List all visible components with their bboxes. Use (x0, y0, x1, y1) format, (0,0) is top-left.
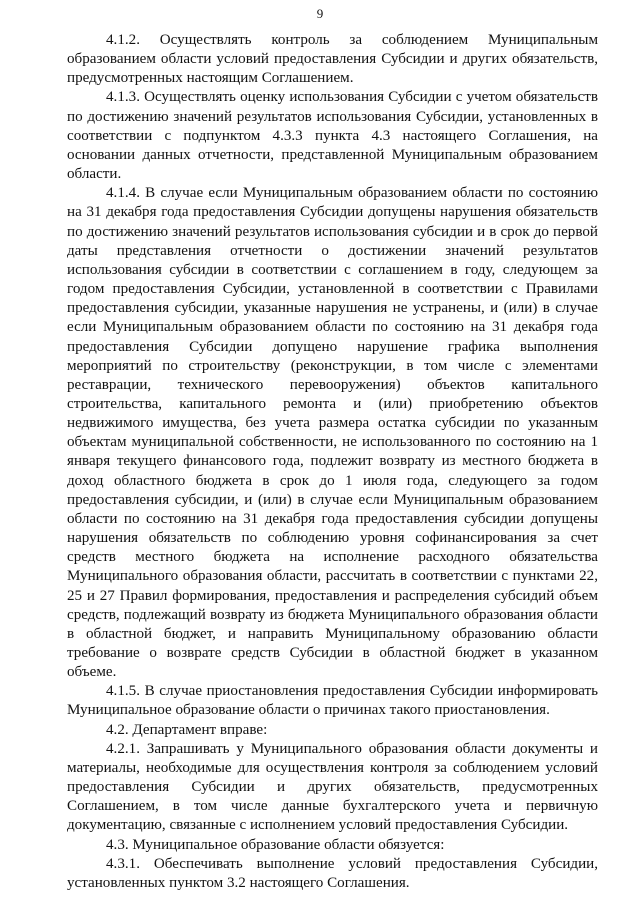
paragraph-4-1-4: 4.1.4. В случае если Муниципальным образованием области по состоянию на 31 декабря года предоставления Субсидии допущены нарушения обязательств по достижению значений результатов использования субсидии и в срок до первой даты представления отчетности о достижении значений результатов использования субсидии в соответствии с соглашением в году, следующем за годом предоставления Субсидии, установленной в соответствии с Правилами предоставления субсидии, указанные нарушения не устранены, и (или) в случае если Муниципальным образованием области по состоянию на 31 декабря года предоставления Субсидии допущено нарушение графика выполнения мероприятий по строительству (реконструкции, в том числе с элементами реставрации, технического перевооружения) объектов капитального строительства, капитального ремонта и (или) приобретению объектов недвижимого имущества, без учета размера остатка субсидии по указанным объектам муниципальной собственности, не использованного по состоянию на 1 января текущего финансового года, подлежит возврату из местного бюджета в доход областного бюджета в срок до 1 июля года, следующего за годом предоставления субсидии, и (или) в случае если Муниципальным образованием области по состоянию на 31 декабря года предоставления субсидии допущены нарушения обязательств по соблюдению уровня софинансирования за счет средств местного бюджета на исполнение расходного обязательства Муниципального образования области, рассчитать в соответствии с пунктами 22, 25 и 27 Правил формирования, предоставления и распределения субсидий объем средств, подлежащий возврату из бюджета Муниципального образования области в областной бюджет, и направить Муниципальному образованию области требование о возврате средств Субсидии в областной бюджет в указанном объеме. (67, 185, 598, 681)
paragraph-4-3: 4.3. Муниципальное образование области обязуется: (106, 836, 445, 853)
paragraph-4-1-5: 4.1.5. В случае приостановления предоставления Субсидии информировать Муниципальное образование области о причинах такого приостановления. (67, 683, 598, 719)
page-number: 9 (316, 6, 324, 21)
paragraph-4-2-1: 4.2.1. Запрашивать у Муниципального образования области документы и материалы, необходимые для осуществления контроля за соблюдением условий предоставления Субсидии и других обязательств, предусмотренных Соглашением, в том числе данные бухгалтерского учета и первичную документацию, связанные с исполнением условий предоставления Субсидии. (67, 740, 598, 834)
document-body (67, 31, 598, 893)
paragraph-4-3-1: 4.3.1. Обеспечивать выполнение условий предоставления Субсидии, установленных пунктом 3.2 настоящего Соглашения. (67, 855, 598, 891)
paragraph-4-1-3: 4.1.3. Осуществлять оценку использования Субсидии с учетом обязательств по достижению значений результатов использования Субсидии, установленных в соответствии с подпунктом 4.3.3 пункта 4.3 настоящего Соглашения, на основании данных отчетности, представленной Муниципальным образованием области. (67, 89, 598, 183)
paragraph-4-1-2: 4.1.2. Осуществлять контроль за соблюдением Муниципальным образованием области условий предоставления Субсидии и других обязательств, предусмотренных настоящим Соглашением. (67, 32, 598, 87)
paragraph-4-2: 4.2. Департамент вправе: (106, 721, 268, 738)
